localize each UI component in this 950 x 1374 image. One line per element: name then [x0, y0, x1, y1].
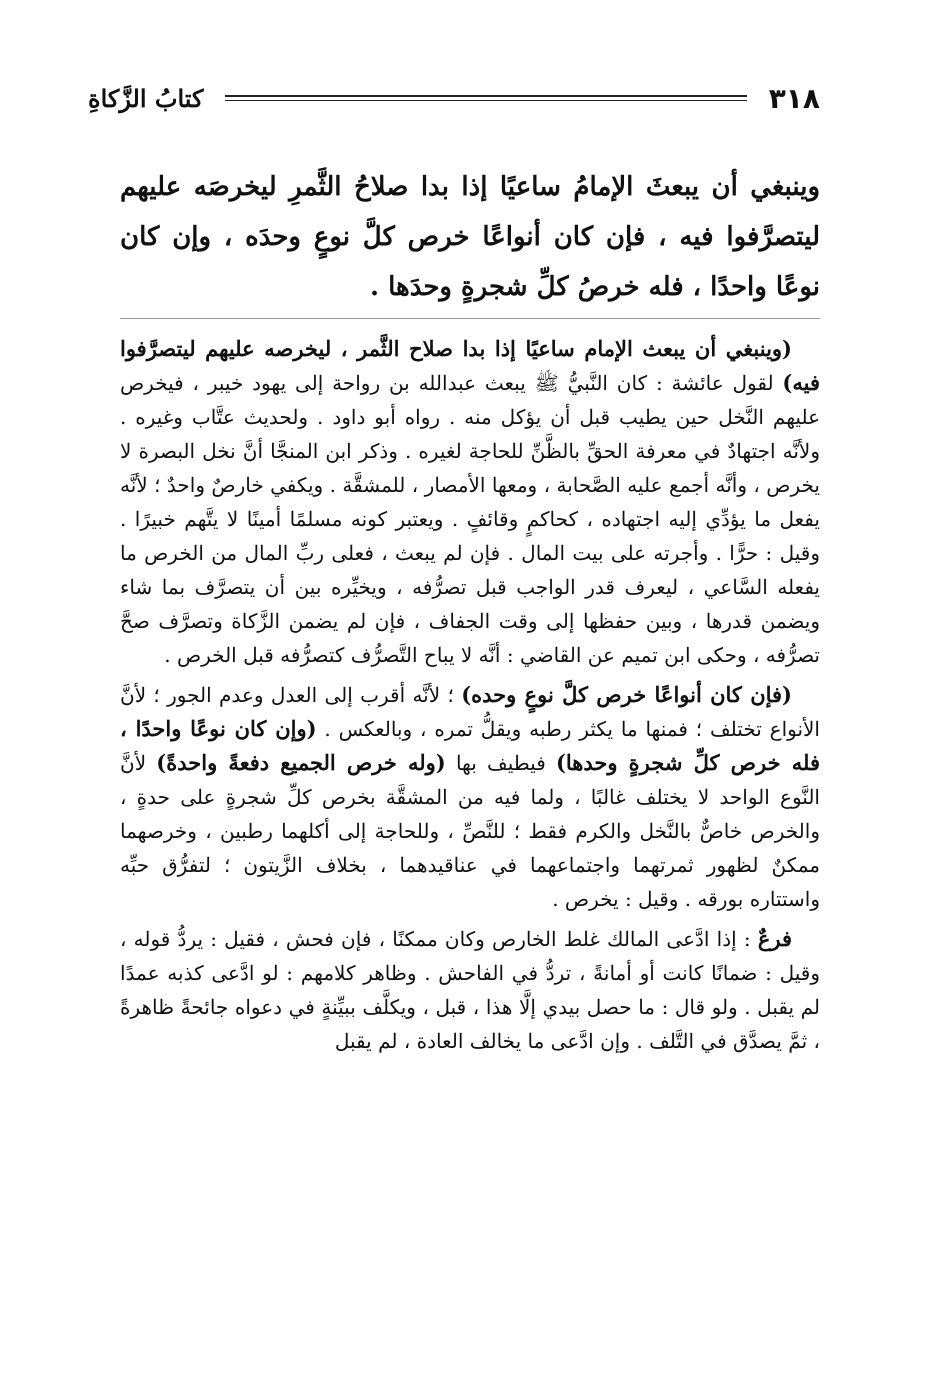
page-number: ٣١٨	[768, 81, 820, 115]
subsection-label: فرعٌ	[757, 926, 792, 951]
commentary-paragraph-1	[120, 332, 820, 672]
main-text: وينبغي أن يبعثَ الإمامُ ساعيًا إذا بدا صلاحُ الثَّمرِ ليخرصَه عليهم ليتصرَّفوا فيه ، فإن كان أنواعًا خرص كلَّ نوعٍ وحدَه ، وإن كان نوعًا واحدًا ، فله خرصُ كلِّ شجرةٍ وحدَها .	[120, 172, 820, 302]
commentary-text: فيطيف بها	[445, 751, 556, 775]
commentary-text: : إذا ادَّعى المالك غلط الخارص وكان ممكنًا ، فإن فحش ، فقيل : يردُّ قوله ، وقيل : ضمانًا كانت أو أمانةً ، تردُّ في الفاحش . وظاهر كلامهم : لو ادَّعى كذبه عمدًا لم يقبل . ولو قال : ما حصل بيدي إلَّا هذا ، قبل ، ويكلَّف ببيِّنةٍ في دعواه جائحةً ظاهرةً ، ثمَّ يصدَّق في التَّلف . وإن ادَّعى ما يخالف العادة ، لم يقبل	[120, 927, 820, 1053]
page-header	[88, 78, 820, 118]
book-title: كتابُ الزَّكاةِ	[88, 83, 204, 113]
commentary	[120, 332, 820, 1064]
quoted-matn: (فإن كان أنواعًا خرص كلَّ نوعٍ وحده)	[461, 682, 792, 707]
commentary-paragraph-3	[120, 922, 820, 1058]
text-separator	[120, 318, 820, 319]
commentary-paragraph-2	[120, 678, 820, 916]
quoted-matn: (وله خرص الجميع دفعةً واحدةً)	[156, 750, 446, 775]
quoted-matn: (وينبغي أن يبعث الإمام ساعيًا إذا بدا صلاح الثَّمر ، ليخرصه عليهم ليتصرَّفوا فيه)	[120, 336, 820, 395]
commentary-text: لقول عائشة : كان النَّبيُّ ﷺ يبعث عبدالله بن رواحة إلى يهود خيبر ، فيخرص عليهم النَّخل حين يطيب قبل أن يؤكل منه . رواه أبو داود . ولحديث عتَّاب وغيره . ولأنَّه اجتهادٌ في معرفة الحقِّ بالظَّنِّ للحاجة لغيره . وذكر ابن المنجَّا أنَّ نخل البصرة لا يخرص ، وأنَّه أجمع عليه الصَّحابة ، ومعها الأمصار ، للمشقَّة . ويكفي خارصٌ واحدٌ ؛ لأنَّه يفعل ما يؤدِّي إليه اجتهاده ، كحاكمٍ وقائفٍ . ويعتبر كونه مسلمًا أمينًا لا يتَّهم خبيرًا . وقيل : حرًّا . وأجرته على بيت المال . فإن لم يبعث ، فعلى ربِّ المال من الخرص ما يفعله السَّاعي ، ليعرف قدر الواجب قبل تصرُّفه ، ويخيِّره بين أن يتصرَّف بما شاء ويضمن قدرها ، وبين حفظها إلى وقت الجفاف ، فإن لم يضمن الزَّكاة وتصرَّف صحَّ تصرُّفه ، وحكى ابن تميم عن القاضي : أنَّه لا يباح التَّصرُّف كتصرُّفه قبل الخرص .	[120, 371, 820, 667]
commentary-text: ؛ لأنَّه أقرب إلى العدل وعدم الجور ؛ لأنَّ الأنواع تختلف ؛ فمنها ما يكثر رطبه ويقلُّ تمره ، وبالعكس .	[120, 683, 820, 741]
commentary-text: لأنَّ النَّوع الواحد لا يختلف غالبًا ، ولما فيه من المشقَّة بخرص كلِّ شجرةٍ على حدةٍ ، والخرص خاصٌّ بالنَّخل والكرم فقط ؛ للنَّصِّ ، وللحاجة إلى أكلهما رطبين ، وخرصهما ممكنٌ لظهور ثمرتهما واجتماعهما في عناقيدهما ، بخلاف الزَّيتون ؛ لتفرُّق حبِّه واستتاره بورقه . وقيل : يخرص .	[120, 751, 820, 911]
quoted-matn: (وإن كان نوعًا واحدًا ، فله خرص كلِّ شجرةٍ وحدها)	[120, 716, 820, 775]
header-rule	[225, 95, 746, 101]
